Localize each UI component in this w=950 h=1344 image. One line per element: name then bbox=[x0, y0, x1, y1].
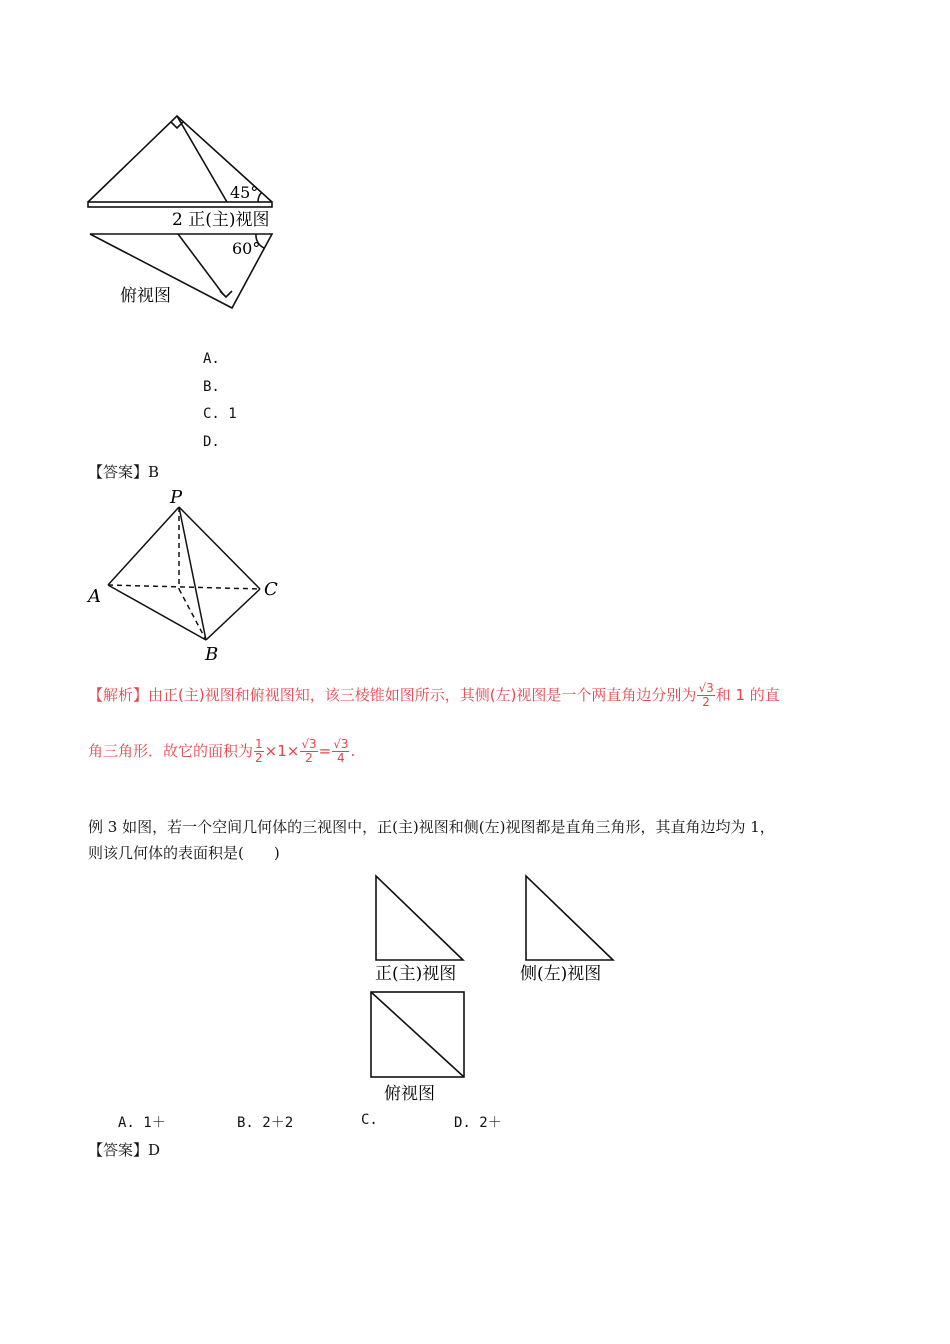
analysis-tag: 【解析】 bbox=[88, 686, 149, 704]
vertex-p: P bbox=[170, 487, 183, 508]
top-view-label-3: 俯视图 bbox=[384, 1084, 435, 1104]
front-view-label-3: 正(主)视图 bbox=[375, 964, 457, 984]
answer-1: 【答案】B bbox=[88, 463, 160, 481]
fraction-half: $\frac{1}{2}$ bbox=[255, 737, 263, 765]
option-c: C. 1 bbox=[203, 406, 237, 422]
example3-line-1: 例 3 如图，若一个空间几何体的三视图中，正(主)视图和侧(左)视图都是直角三角形，其直角边均为 1， bbox=[88, 818, 775, 836]
angle-60-label: 60° bbox=[232, 239, 261, 258]
example3-line-2: 则该几何体的表面积是( ) bbox=[88, 844, 280, 862]
three-view-figure-3 bbox=[360, 870, 630, 1110]
analysis-text-2: 角三角形．故它的面积为 bbox=[88, 742, 254, 760]
side-view-label-3: 侧(左)视图 bbox=[520, 964, 602, 984]
analysis-tail-1: 和 1 的直 bbox=[715, 686, 780, 704]
front-view-triangle-3 bbox=[376, 876, 463, 960]
option-d: D. bbox=[203, 434, 220, 450]
analysis-line-2 bbox=[88, 738, 355, 765]
fraction-sqrt3-over-2: $\frac{√3}{2}$ bbox=[698, 681, 714, 709]
pyramid-figure bbox=[82, 485, 292, 665]
vertex-b: B bbox=[205, 644, 219, 665]
times-one: ×1× bbox=[264, 742, 300, 760]
fraction-sqrt3-over-4: $\frac{√3}{4}$ bbox=[333, 737, 349, 765]
analysis-line-1 bbox=[88, 682, 780, 709]
option3-d: D. 2＋ bbox=[454, 1115, 502, 1131]
analysis-text-1: 由正(主)视图和俯视图知，该三棱锥如图所示，其侧(左)视图是一个两直角边分别为 bbox=[148, 686, 697, 704]
option3-c: C. bbox=[361, 1112, 378, 1128]
top-view-label: 俯视图 bbox=[120, 286, 171, 306]
option-b: B. bbox=[203, 379, 220, 395]
angle-45-label: 45° bbox=[230, 183, 259, 202]
equals-sign: = bbox=[318, 742, 332, 760]
fraction-sqrt3-over-2b: $\frac{√3}{2}$ bbox=[301, 737, 317, 765]
three-view-figure-1 bbox=[80, 108, 300, 318]
period: . bbox=[350, 742, 356, 760]
option3-a: A. 1＋ bbox=[118, 1115, 166, 1131]
front-view-base bbox=[88, 202, 272, 207]
option-a: A. bbox=[203, 351, 220, 367]
vertex-a: A bbox=[88, 586, 101, 607]
answer-3: 【答案】D bbox=[88, 1141, 161, 1159]
front-view-label: 2 正(主)视图 bbox=[172, 210, 270, 230]
vertex-c: C bbox=[264, 579, 278, 600]
side-view-triangle-3 bbox=[526, 876, 613, 960]
option3-b: B. 2＋2 bbox=[237, 1115, 294, 1131]
